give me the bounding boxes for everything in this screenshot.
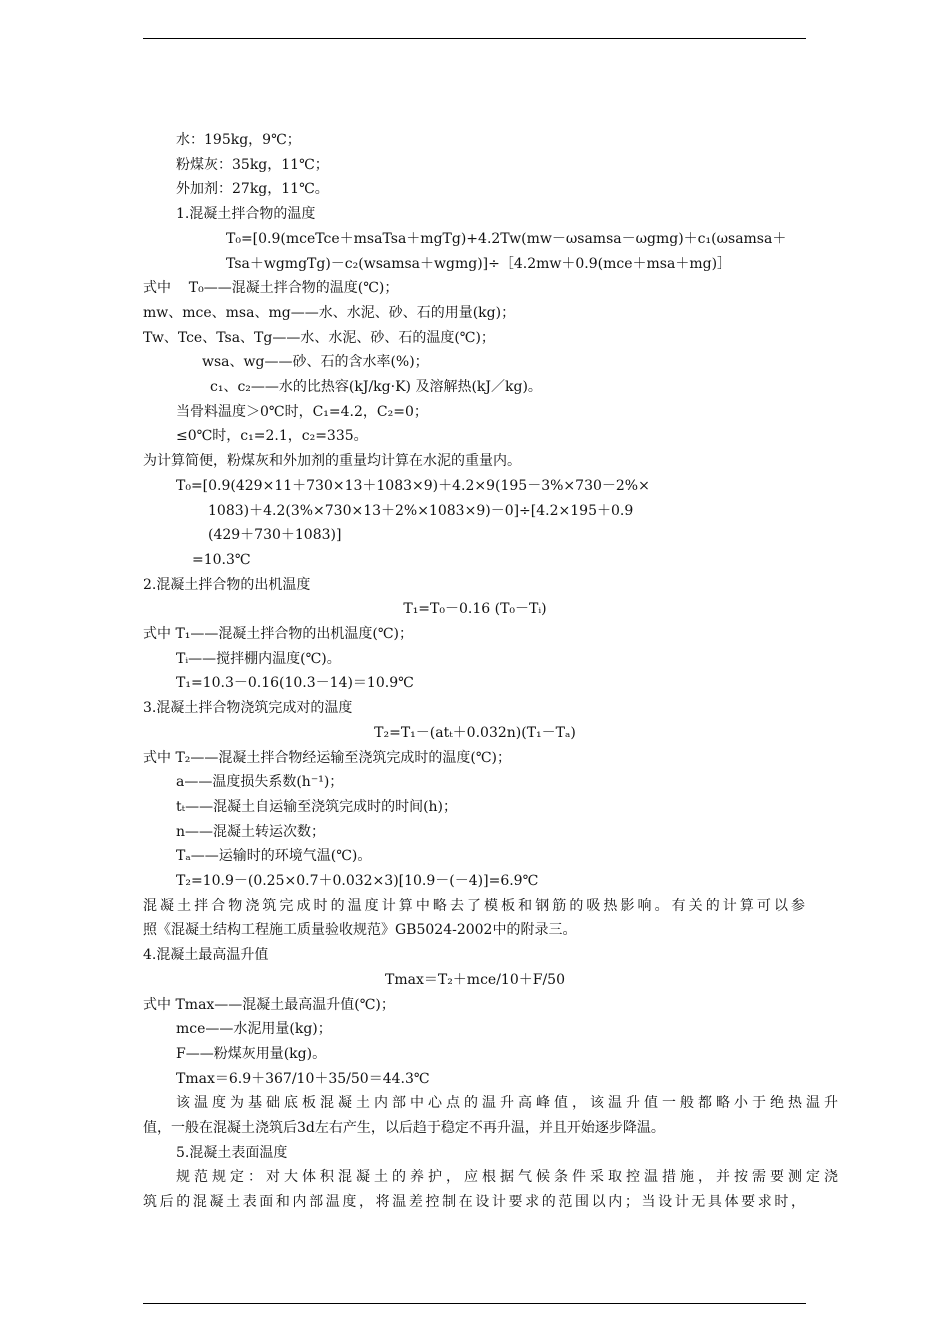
- text-line: c₁、c₂——水的比热容(kJ/kg·K) 及溶解热(kJ／kg)。: [210, 379, 542, 395]
- text-line: 式中 T₁——混凝土拌合物的出机温度(℃)；: [143, 626, 413, 642]
- text-line: Tw、Tce、Tsa、Tg——水、水泥、砂、石的温度(℃)；: [143, 329, 495, 346]
- text-line: 5.混凝土表面温度: [176, 1144, 288, 1161]
- text-line: 1083)＋4.2(3%×730×13＋2%×1083×9)－0]÷[4.2×195＋0.9: [208, 502, 634, 519]
- text-line: T₂=T₁－(atₜ＋0.032n)(T₁－Tₐ): [374, 724, 576, 741]
- text-line: a——温度损失系数(h⁻¹)；: [176, 774, 344, 791]
- text-line: 该温度为基础底板混凝土内部中心点的温升高峰值，该温升值一般都略小于绝热温升: [176, 1095, 838, 1112]
- text-line: 外加剂：27kg，11℃。: [176, 181, 329, 198]
- text-line: mce——水泥用量(kg)；: [176, 1021, 332, 1038]
- text-line: 式中 T₂——混凝土拌合物经运输至浇筑完成时的温度(℃)；: [143, 749, 511, 766]
- text-line: 1.混凝土拌合物的温度: [176, 206, 316, 223]
- text-line: 式中 Tmax——混凝土最高温升值(℃)；: [143, 996, 395, 1013]
- text-line: T₀=[0.9(mceTce＋msaTsa＋mgTg)+4.2Tw(mw－ωsamsa－ωgmg)＋c₁(ωsamsa＋: [226, 230, 787, 247]
- text-line: Tₐ——运输时的环境气温(℃)。: [176, 848, 372, 865]
- text-line: 值，一般在混凝土浇筑后3d左右产生，以后趋于稳定不再升温，并且开始逐步降温。: [143, 1120, 665, 1136]
- text-line: 式中 T₀——混凝土拌合物的温度(℃)；: [143, 280, 399, 297]
- text-line: 粉煤灰：35kg，11℃；: [176, 156, 329, 173]
- text-line: Tᵢ——搅拌棚内温度(℃)。: [176, 650, 341, 667]
- text-line: 照《混凝土结构工程施工质量验收规范》GB5024-2002中的附录三。: [143, 922, 577, 939]
- text-line: n——混凝土转运次数；: [176, 823, 326, 840]
- text-line: mw、mce、msa、mg——水、水泥、砂、石的用量(kg)；: [143, 304, 516, 321]
- text-line: T₂=10.9－(0.25×0.7＋0.032×3)[10.9－(－4)]=6.9℃: [176, 873, 539, 889]
- text-line: 3.混凝土拌合物浇筑完成对的温度: [143, 700, 353, 717]
- footer-rule: [143, 1303, 806, 1304]
- text-line: Tmax＝T₂＋mce/10＋F/50: [385, 971, 565, 988]
- text-line: T₁=10.3－0.16(10.3－14)＝10.9℃: [176, 675, 414, 692]
- text-line: 筑后的混凝土表面和内部温度，将温差控制在设计要求的范围以内；当设计无具体要求时，: [143, 1194, 805, 1211]
- text-line: 规范规定：对大体积混凝土的养护，应根据气候条件采取控温措施，并按需要测定浇: [176, 1169, 838, 1186]
- text-line: wsa、wg——砂、石的含水率(%)；: [202, 354, 429, 371]
- text-line: 水：195kg，9℃；: [176, 132, 301, 148]
- text-line: (429＋730＋1083)]: [208, 527, 342, 544]
- text-line: 混凝土拌合物浇筑完成时的温度计算中略去了模板和钢筋的吸热影响。有关的计算可以参: [143, 897, 805, 914]
- text-line: 2.混凝土拌合物的出机温度: [143, 576, 311, 593]
- text-line: 为计算简便，粉煤灰和外加剂的重量均计算在水泥的重量内。: [143, 453, 521, 470]
- text-line: T₁=T₀－0.16 (T₀－Tᵢ): [403, 601, 547, 618]
- text-line: Tsa＋wgmgTg)－c₂(wsamsa＋wgmg)]÷［4.2mw＋0.9(mce＋msa＋mg)］: [226, 255, 732, 272]
- text-line: =10.3℃: [192, 551, 251, 568]
- text-line: Tmax＝6.9＋367/10＋35/50＝44.3℃: [176, 1070, 430, 1087]
- text-line: 当骨料温度＞0℃时，C₁=4.2，C₂=0；: [176, 403, 428, 420]
- text-line: tₜ——混凝土自运输至浇筑完成时的时间(h)；: [176, 798, 458, 815]
- text-line: T₀=[0.9(429×11＋730×13＋1083×9)＋4.2×9(195－3%×730－2%×: [176, 477, 650, 494]
- text-line: 4.混凝土最高温升值: [143, 947, 269, 964]
- text-line: F——粉煤灰用量(kg)。: [176, 1045, 327, 1062]
- header-rule: [143, 38, 806, 39]
- text-line: ≤0℃时，c₁=2.1，c₂=335。: [176, 428, 368, 445]
